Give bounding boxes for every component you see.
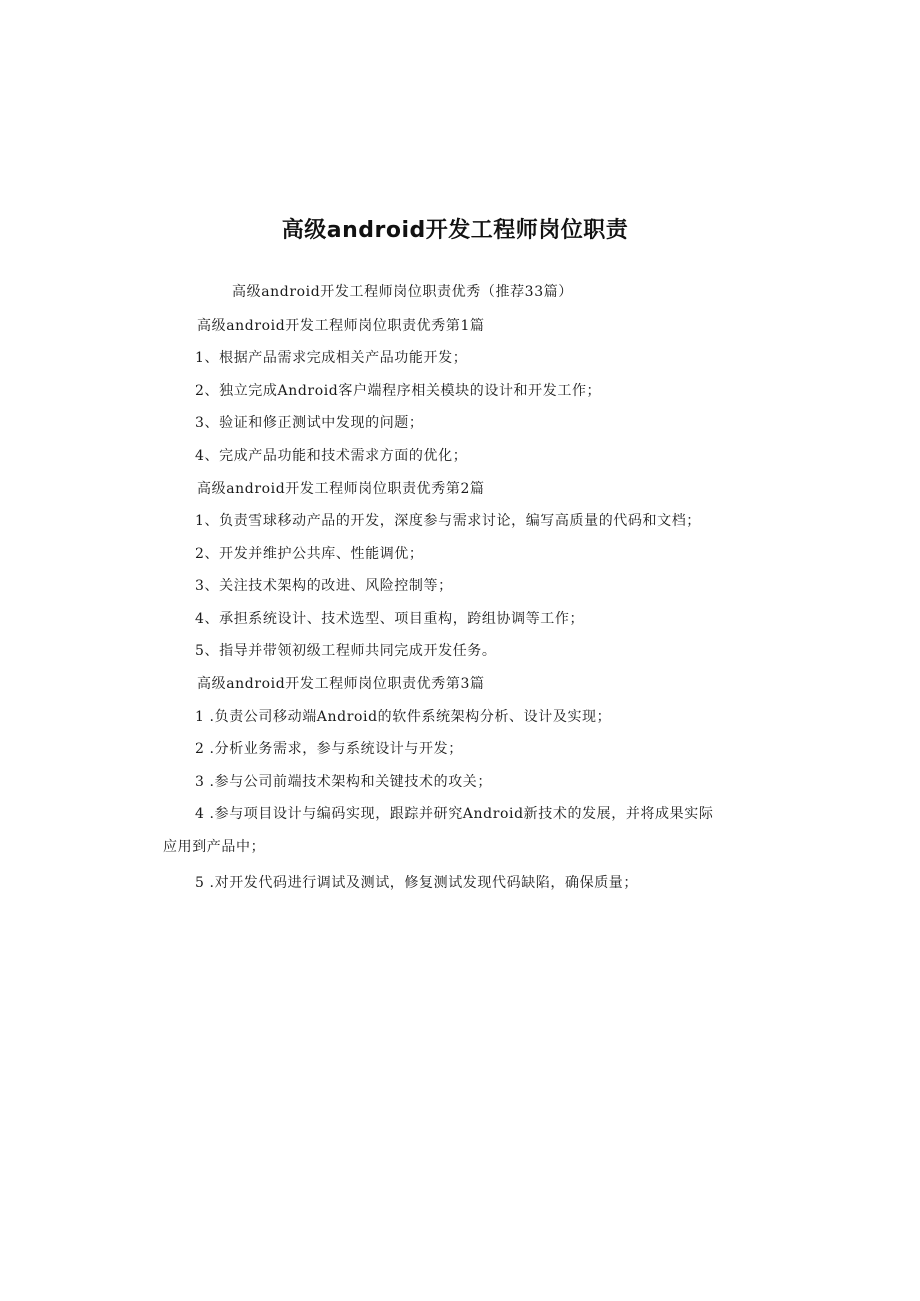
list-item: 1、负责雪球移动产品的开发，深度参与需求讨论，编写高质量的代码和文档； <box>195 513 701 529</box>
list-item: 4、承担系统设计、技术选型、项目重构，跨组协调等工作； <box>195 611 585 627</box>
list-item: 5、指导并带领初级工程师共同完成开发任务。 <box>195 643 497 659</box>
list-item: 4、完成产品功能和技术需求方面的优化； <box>195 448 468 464</box>
list-item: 3、验证和修正测试中发现的问题； <box>195 415 424 431</box>
document-subtitle: 高级android开发工程师岗位职责优秀（推荐33篇） <box>232 284 573 300</box>
list-item: 3 .参与公司前端技术架构和关键技术的攻关； <box>195 774 493 790</box>
list-item: 1 .负责公司移动端Android的软件系统架构分析、设计及实现； <box>195 709 612 725</box>
list-item: 4 .参与项目设计与编码实现，跟踪并研究Android新技术的发展，并将成果实际 <box>195 806 714 822</box>
list-item-continuation: 应用到产品中； <box>163 839 266 855</box>
list-item: 2、独立完成Android客户端程序相关模块的设计和开发工作； <box>195 383 602 399</box>
section-heading: 高级android开发工程师岗位职责优秀第1篇 <box>197 318 485 334</box>
section-heading: 高级android开发工程师岗位职责优秀第3篇 <box>197 676 485 692</box>
list-item: 2、开发并维护公共库、性能调优； <box>195 546 424 562</box>
section-heading: 高级android开发工程师岗位职责优秀第2篇 <box>197 481 485 497</box>
document-title: 高级android开发工程师岗位职责 <box>281 218 629 243</box>
list-item: 5 .对开发代码进行调试及测试，修复测试发现代码缺陷，确保质量； <box>195 875 639 891</box>
list-item: 3、关注技术架构的改进、风险控制等； <box>195 578 453 594</box>
list-item: 1、根据产品需求完成相关产品功能开发； <box>195 350 468 366</box>
list-item: 2 .分析业务需求，参与系统设计与开发； <box>195 741 463 757</box>
